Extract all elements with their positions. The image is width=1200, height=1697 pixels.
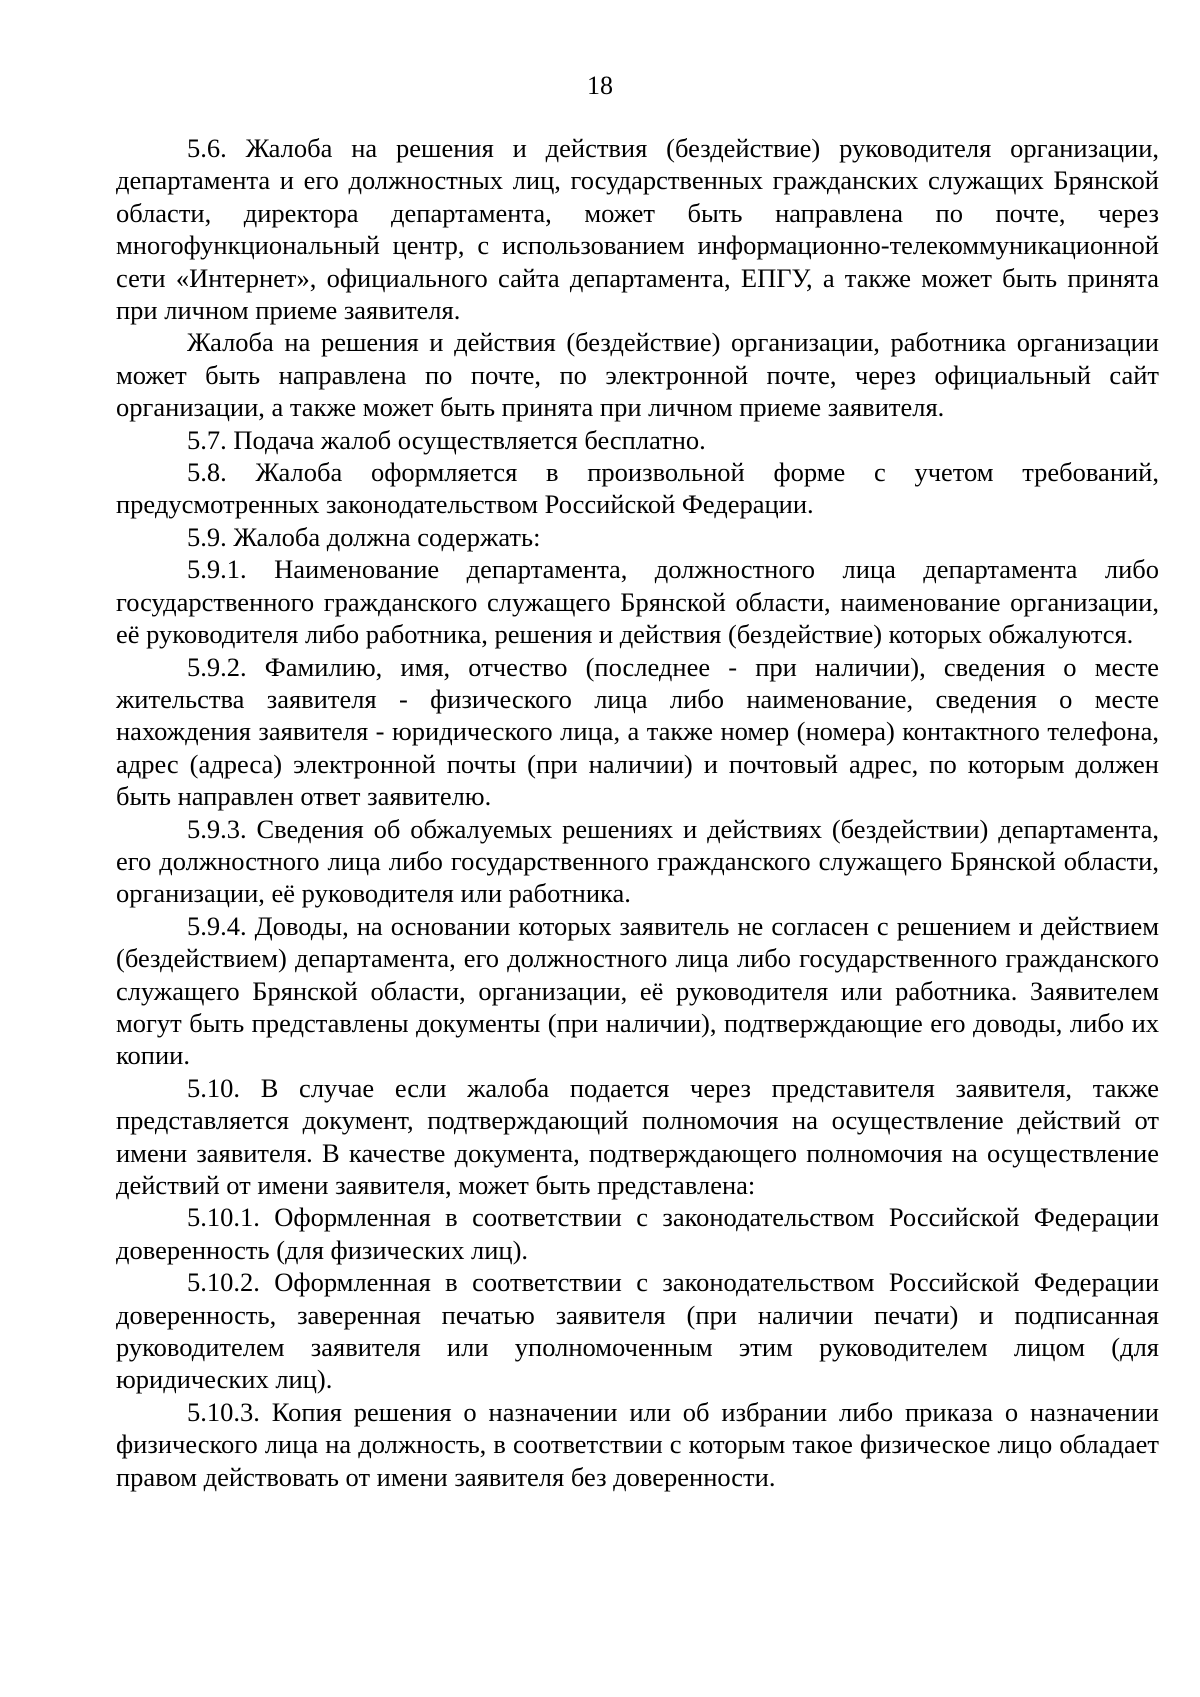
body-text <box>116 132 1159 1493</box>
paragraph-5-10: 5.10. В случае если жалоба подается через представителя заявителя, также представляется документ, подтверждающий полномочия на осуществление действий от имени заявителя. В качестве документа, подтверждающего полномочия на осуществление действий от имени заявителя, может быть представлена: <box>116 1072 1159 1200</box>
paragraph-5-7: 5.7. Подача жалоб осуществляется бесплатно. <box>187 424 706 455</box>
paragraph-5-9-4: 5.9.4. Доводы, на основании которых заявитель не согласен с решением и действием (бездействием) департамента, его должностного лица либо государственного гражданского служащего Брянской области, организации, её руководителя или работника. Заявителем могут быть представлены документы (при наличии), подтверждающие его доводы, либо их копии. <box>116 910 1159 1071</box>
paragraph-5-6: 5.6. Жалоба на решения и действия (бездействие) руководителя организации, департамента и его должностных лиц, государственных гражданских служащих Брянской области, директора департамента, может быть направлена по почте, через многофункциональный центр, с использованием информационно-телекоммуникационной сети «Интернет», официального сайта департамента, ЕПГУ, а также может быть принята при личном приеме заявителя. <box>116 133 1159 326</box>
paragraph-5-10-2: 5.10.2. Оформленная в соответствии с законодательством Российской Федерации доверенность, заверенная печатью заявителя (при наличии печати) и подписанная руководителем заявителя или уполномоченным этим руководителем лицом (для юридических лиц). <box>116 1267 1159 1395</box>
paragraph-5-8: 5.8. Жалоба оформляется в произвольной форме с учетом требований, предусмотренных законодательством Российской Федерации. <box>116 457 1159 520</box>
paragraph-5-6-organization: Жалоба на решения и действия (бездействие) организации, работника организации может быть направлена по почте, по электронной почте, через официальный сайт организации, а также может быть принята при личном приеме заявителя. <box>116 327 1159 423</box>
paragraph-5-9-3: 5.9.3. Сведения об обжалуемых решениях и действиях (бездействии) департамента, его должностного лица либо государственного гражданского служащего Брянской области, организации, её руководителя или работника. <box>116 813 1159 909</box>
paragraph-5-10-3: 5.10.3. Копия решения о назначении или об избрании либо приказа о назначении физического лица на должность, в соответствии с которым такое физическое лицо обладает правом действовать от имени заявителя без доверенности. <box>116 1396 1159 1492</box>
paragraph-5-10-1: 5.10.1. Оформленная в соответствии с законодательством Российской Федерации доверенность (для физических лиц). <box>116 1202 1159 1265</box>
paragraph-5-9: 5.9. Жалоба должна содержать: <box>187 521 541 552</box>
paragraph-5-9-2: 5.9.2. Фамилию, имя, отчество (последнее - при наличии), сведения о месте жительства заявителя - физического лица либо наименование, сведения о месте нахождения заявителя - юридического лица, а также номер (номера) контактного телефона, адрес (адреса) электронной почты (при наличии) и почтовый адрес, по которым должен быть направлен ответ заявителю. <box>116 651 1159 812</box>
paragraph-5-9-1: 5.9.1. Наименование департамента, должностного лица департамента либо государственного гражданского служащего Брянской области, наименование организации, её руководителя либо работника, решения и действия (бездействие) которых обжалуются. <box>116 554 1159 650</box>
page-number: 18 <box>587 71 613 100</box>
